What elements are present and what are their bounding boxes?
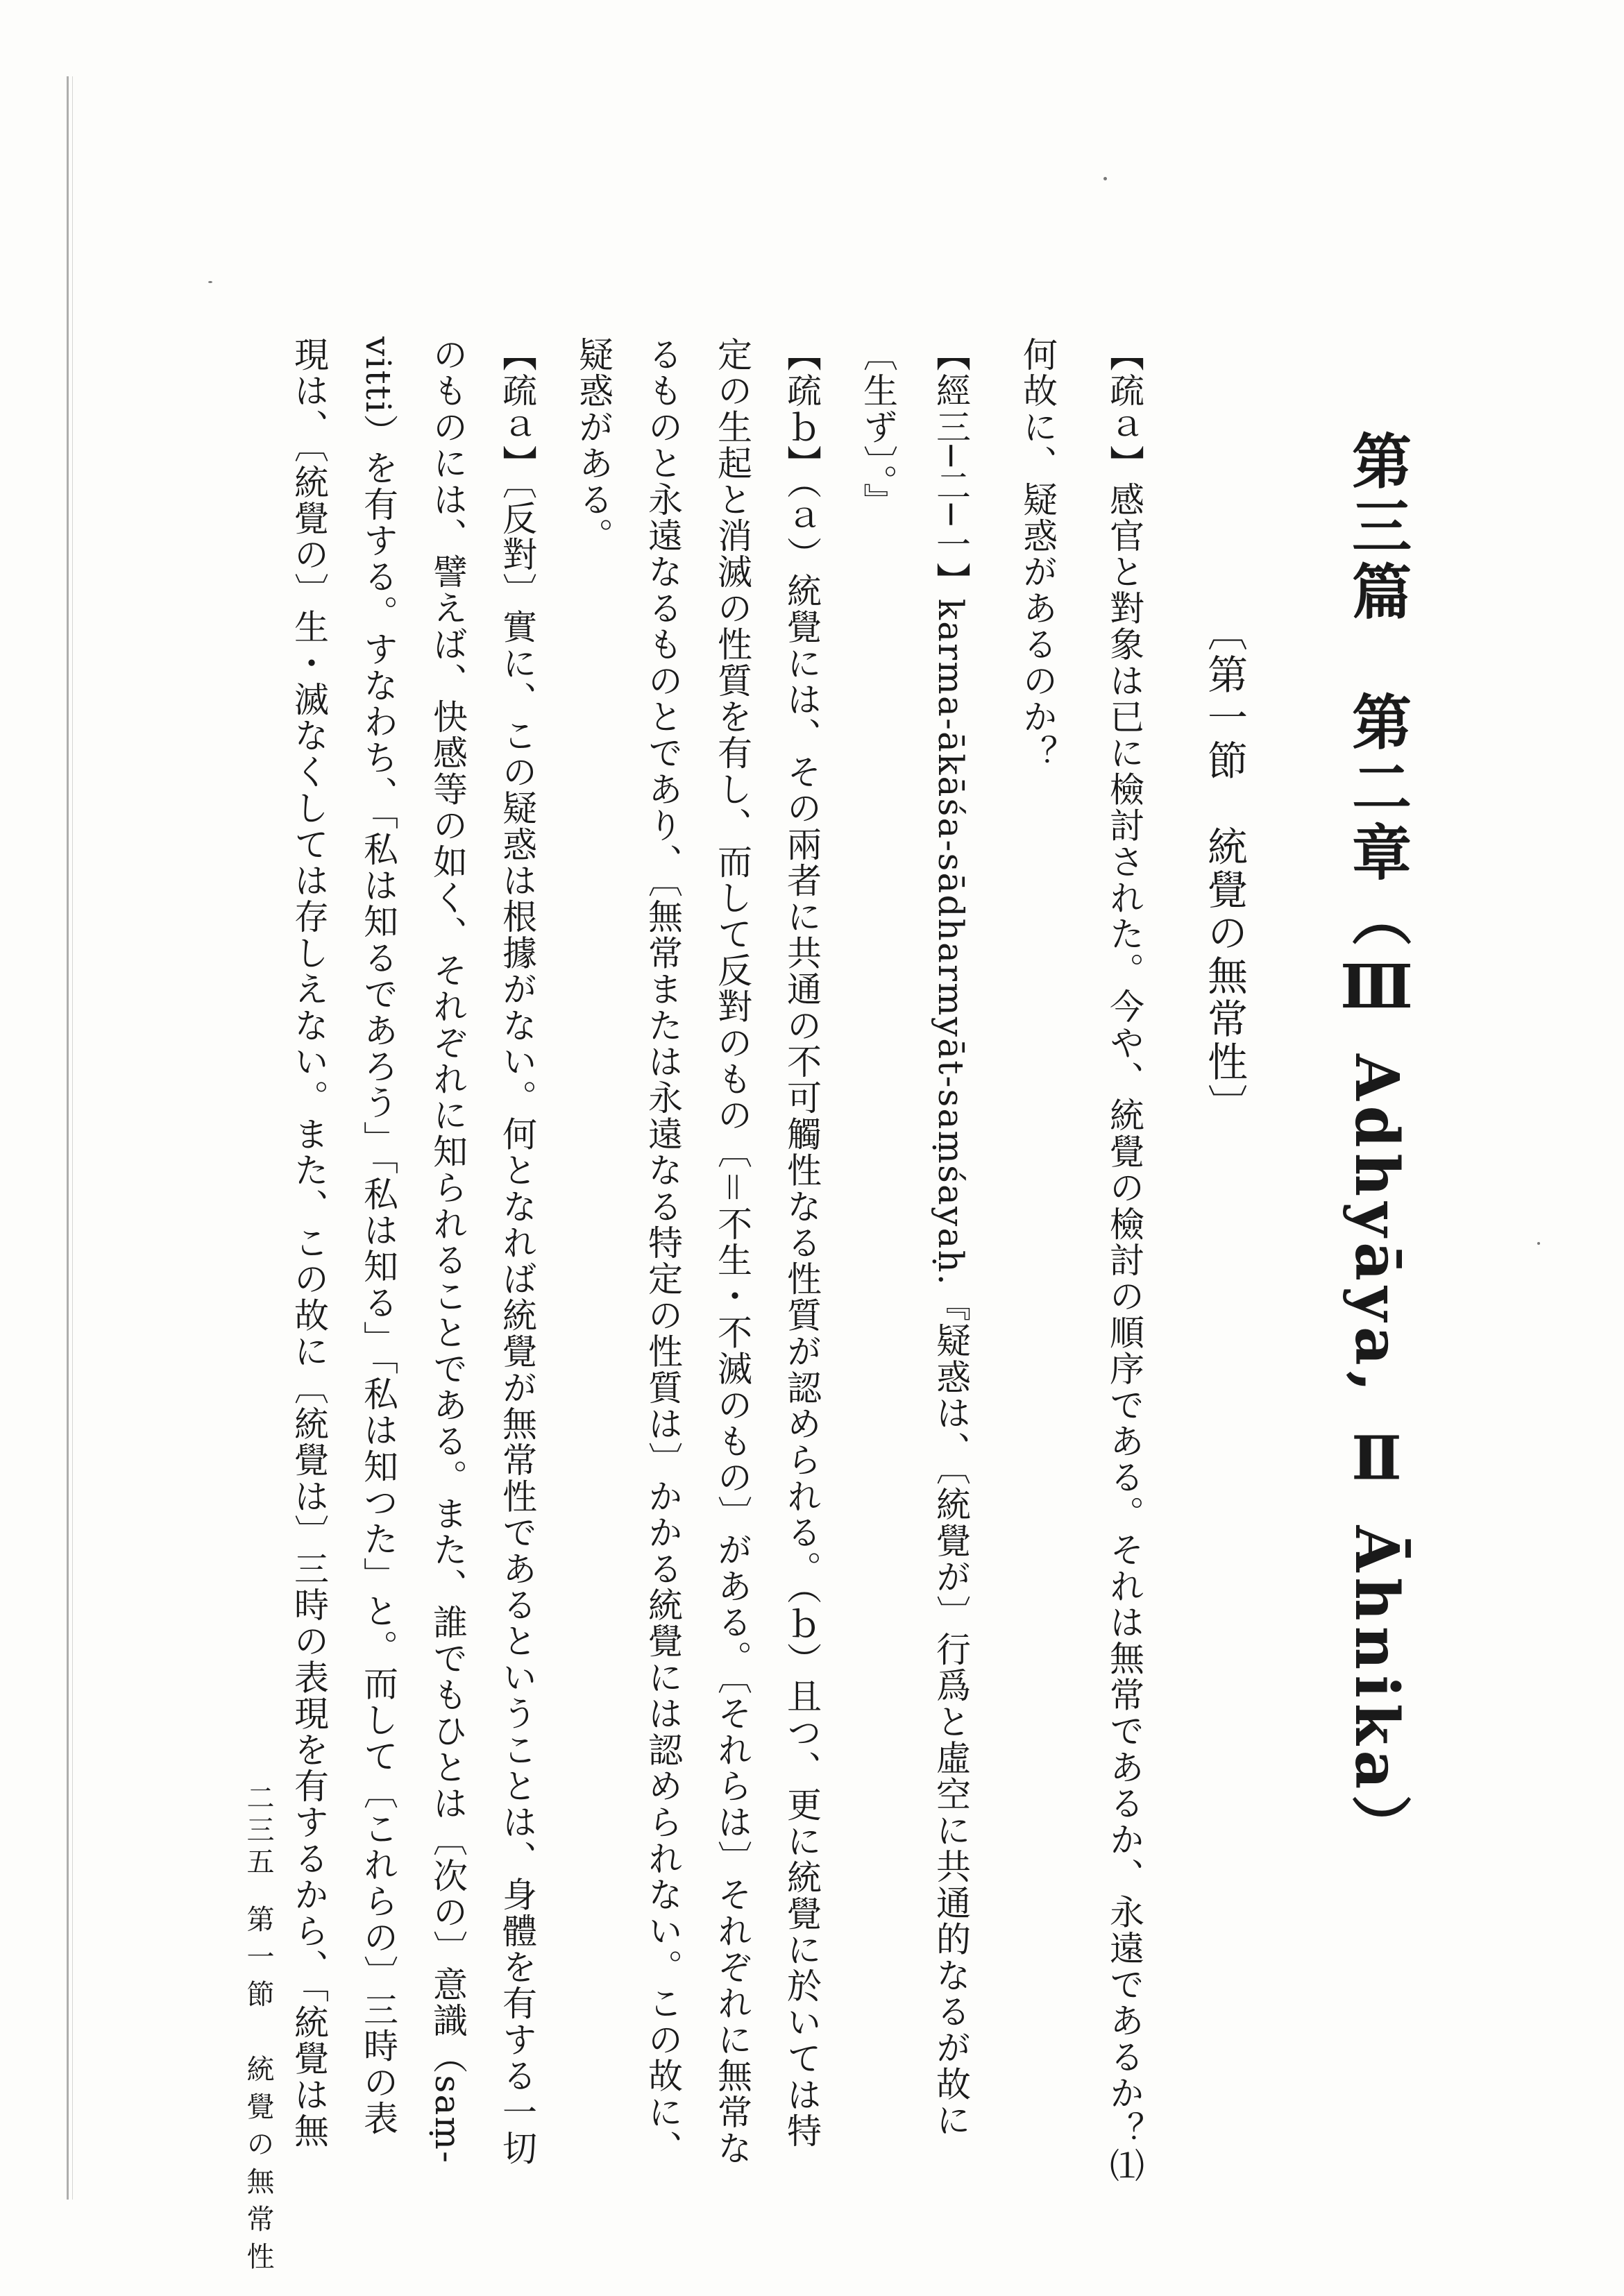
body-line-2: 何故に、疑惑があるのか？ [1017, 337, 1058, 772]
binding-edge-line [67, 76, 69, 2200]
body-line-3: 【經三─二─一】karma-ākāśa-sādharmyāt-saṃśayaḥ.『疑惑は、〔統覺が〕行爲と虛空に共通的なるが故に [931, 337, 971, 2138]
body-line-5: 【疏ｂ】（ａ）統覺には、その兩者に共通の不可觸性なる性質が認められる。（ｂ）且つ、更に統覺に於いては特 [781, 337, 822, 2150]
scan-speck [1537, 1242, 1540, 1245]
body-line-9: 【疏ａ】〔反對〕實に、この疑惑は根據がない。何となれば統覺が無常性であるということは、身體を有する一切 [497, 337, 537, 2167]
scan-speck [208, 281, 212, 283]
section-heading: 〔第一節 統覺の無常性〕 [1201, 611, 1248, 1127]
body-line-12: 現は、〔統覺の〕生・滅なくしては存しえない。また、この故に〔統覺は〕三時の表現を有するから、「統覺は無 [289, 337, 329, 2150]
body-line-1: 【疏ａ】感官と對象は已に檢討された。今や、統覺の檢討の順序である。それは無常であるか、永遠であるか？⑴ [1104, 337, 1144, 2184]
running-footer-title: 第一節 統覺の無常性 [242, 1905, 274, 2279]
binding-edge-line-faint [72, 76, 73, 2200]
body-line-7: るものと永遠なるものとであり、〔無常または永遠なる特定の性質は〕かかる統覺には認められない。この故に、 [643, 337, 683, 2167]
chapter-title: 第三篇 第二章（Ⅲ Adhyāya, Ⅱ Āhnika） [1342, 430, 1412, 1860]
scan-speck [1103, 177, 1107, 180]
body-line-11: vitti）を有する。すなわち、「私は知るであろう」「私は知る」「私は知つた」と。而して〔これらの〕三時の表 [358, 337, 398, 2137]
body-line-8: 疑惑がある。 [573, 337, 614, 554]
body-line-10: のものには、譬えば、快感等の如く、それぞれに知られることである。また、誰でもひとは〔次の〕意識（saṃ- [428, 337, 468, 2165]
body-line-4: 〔生ず〕。』 [858, 337, 898, 520]
body-line-6: 定の生起と消滅の性質を有し、而して反對のもの〔＝不生・不滅のもの〕がある。〔それらは〕それぞれに無常な [712, 337, 752, 2167]
page-number: 二三五 [242, 1783, 274, 1879]
